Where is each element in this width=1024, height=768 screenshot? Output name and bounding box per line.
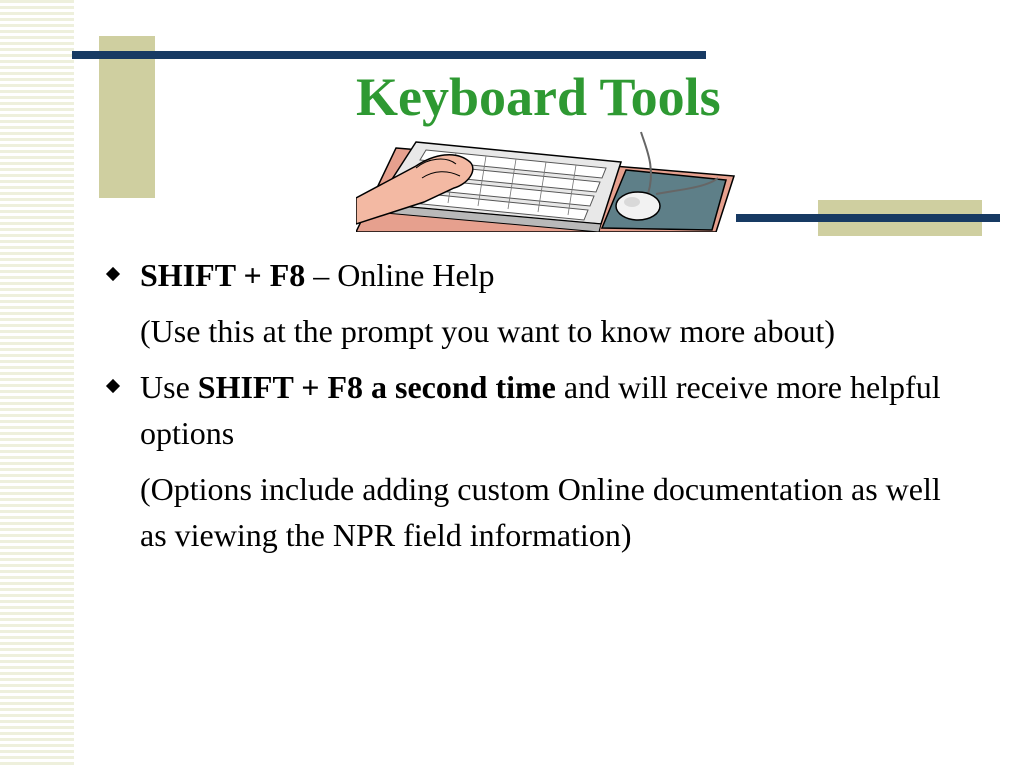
diamond-bullet-icon	[106, 379, 120, 393]
navy-rule-top	[72, 51, 706, 59]
navy-rule-right	[736, 214, 1000, 222]
bullet-bold-text: SHIFT + F8	[140, 257, 306, 293]
bullet-subtext: (Use this at the prompt you want to know more about)	[140, 313, 835, 349]
tan-block-left	[99, 36, 155, 198]
bullet-bold-text: SHIFT + F8 a second time	[197, 369, 556, 405]
slide-body	[100, 252, 960, 568]
left-stripe-decoration	[0, 0, 74, 768]
keyboard-mouse-hand-clipart	[356, 128, 736, 232]
bullet-item	[100, 252, 960, 298]
diamond-bullet-icon	[106, 267, 120, 281]
bullet-text: – Online Help	[305, 257, 495, 293]
bullet-subtext: (Options include adding custom Online documentation as well as viewing the NPR field information)	[140, 471, 941, 553]
bullet-text: and will receive more helpful options	[140, 369, 941, 451]
bullet-prefix-text: Use	[140, 369, 198, 405]
bullet-item	[100, 364, 960, 456]
slide-title: Keyboard Tools	[356, 67, 721, 127]
